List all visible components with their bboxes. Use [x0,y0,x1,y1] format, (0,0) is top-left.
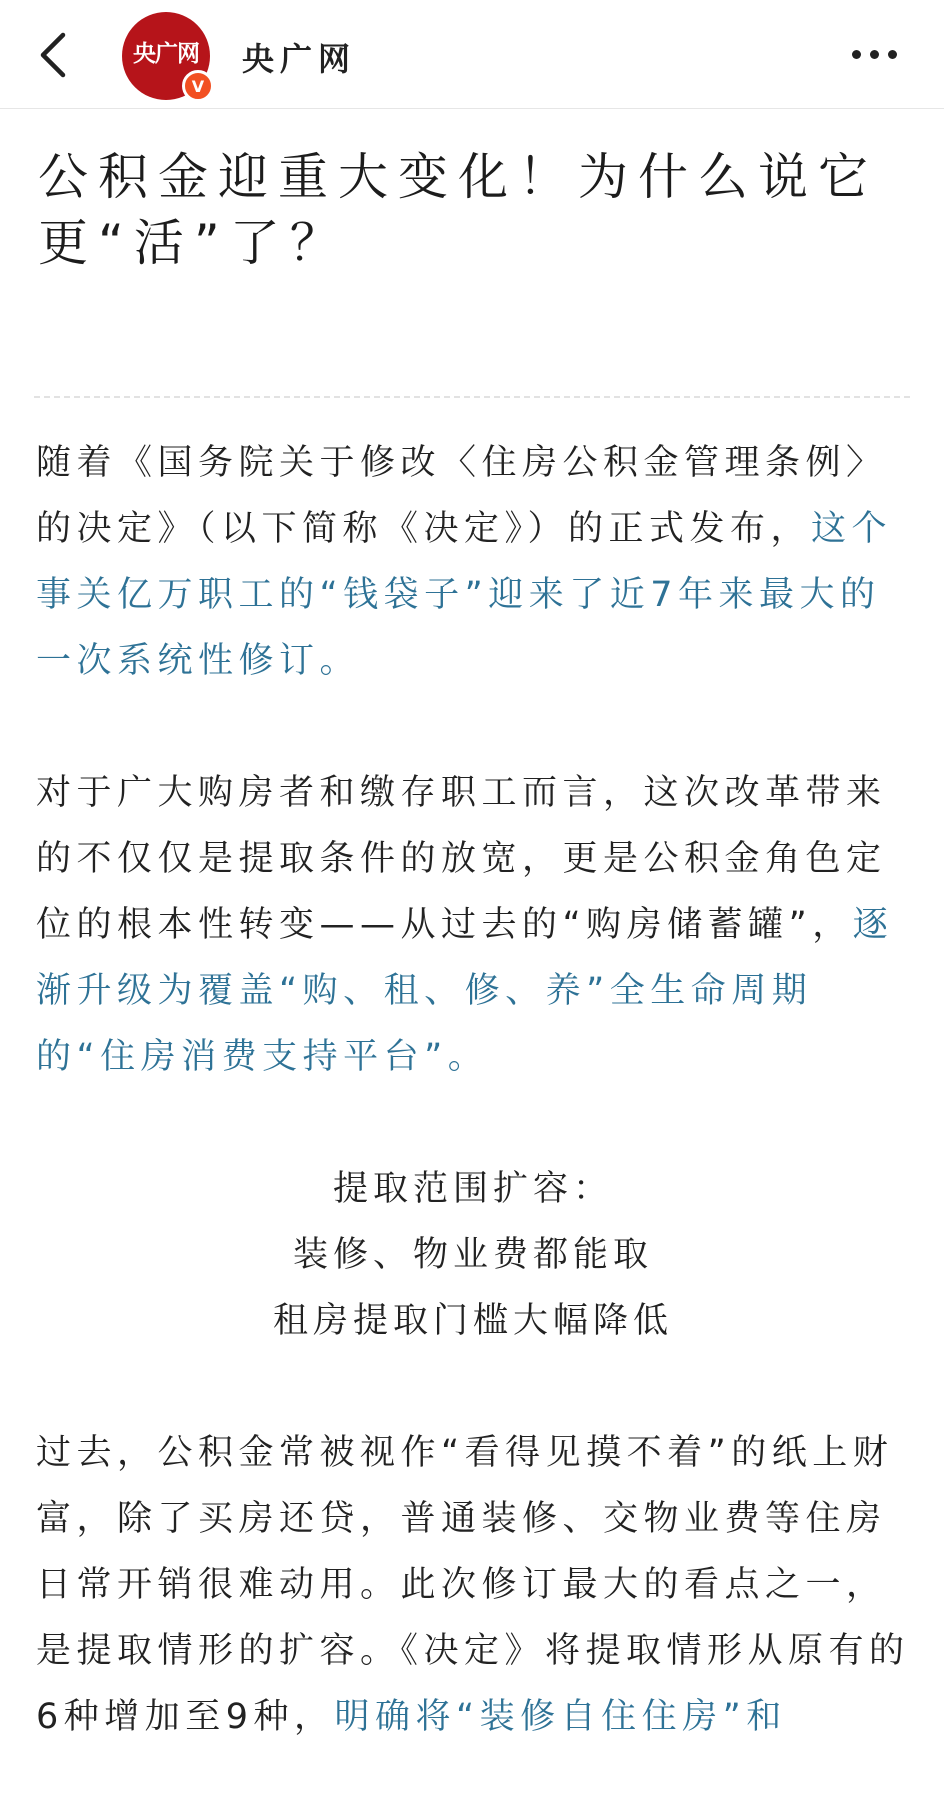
subheading-line-2: 装修、物业费都能取 [292,1235,653,1275]
paragraph-2 [36,760,910,1090]
more-options-button[interactable] [844,36,904,72]
more-horizontal-icon [870,50,879,59]
paragraph-1-highlight: 这个事关亿万职工的“钱袋子”迎来了近7年来最大的一次系统性修订。 [36,509,893,681]
section-subheading [36,1156,910,1354]
account-name[interactable]: 央广网 [242,40,357,78]
more-horizontal-icon [852,50,861,59]
avatar-logo-text: 央广网 [133,40,199,67]
article-body [36,430,910,1816]
paragraph-3 [36,1420,910,1750]
verified-badge-icon [182,70,214,102]
title-divider [34,396,910,398]
article-title: 公积金迎重大变化！为什么说它更“活”了？ [38,148,878,272]
paragraph-1-text: 随着《国务院关于修改〈住房公积金管理条例〉的决定》（以下简称《决定》）的正式发布， [36,443,887,549]
subheading-line-3: 租房提取门槛大幅降低 [272,1301,673,1341]
paragraph-3-highlight: 明确将“装修自住住房”和 [334,1697,787,1737]
paragraph-1 [36,430,910,694]
paragraph-3-text: 过去，公积金常被视作“看得见摸不着”的纸上财富，除了买房还贷，普通装修、交物业费等住房日常开销很难动用。此次修订最大的看点之一，是提取情形的扩容。《决定》将提取情形从原有的6种增加至9种， [36,1433,910,1737]
back-button[interactable] [26,24,78,86]
subheading-line-1: 提取范围扩容： [332,1169,613,1209]
paragraph-2-highlight: 逐渐升级为覆盖“购、租、修、养”全生命周期的“住房消费支持平台”。 [36,905,894,1077]
more-horizontal-icon [888,50,897,59]
chevron-left-icon [37,31,67,79]
account-avatar[interactable] [122,12,212,102]
paragraph-2-text: 对于广大购房者和缴存职工而言，这次改革带来的不仅仅是提取条件的放宽，更是公积金角色定位的根本性转变——从过去的“购房储蓄罐”， [36,773,887,945]
verified-badge-text: V [191,76,205,96]
top-nav-bar [0,0,944,109]
